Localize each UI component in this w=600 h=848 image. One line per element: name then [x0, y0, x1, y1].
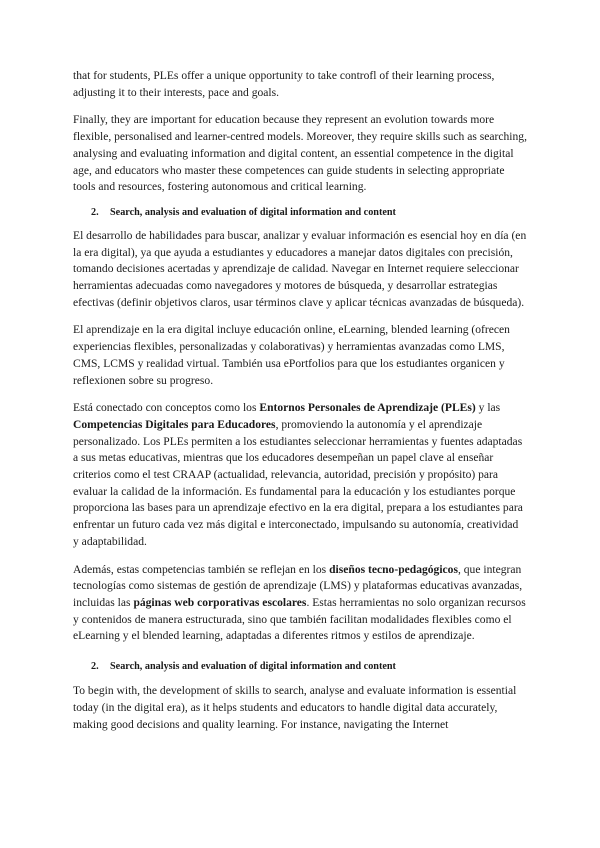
paragraph-desarrollo: El desarrollo de habilidades para buscar, analizar y evaluar información es esencial hoy en día (en la era digital), ya que ayuda a estudiantes y educadores a manejar datos digitales con precisión, tomando decisiones acertadas y aprendizaje de calidad. Navegar en Internet requiere seleccionar herramientas adecuadas como navegadores y motores de búsqueda, y desarrollar estrategias efectivas (definir objetivos claros, usar términos clave y aplicar técnicas avanzadas de búsqueda). — [73, 229, 527, 309]
bold-term-competencias: Competencias Digitales para Educadores — [73, 418, 276, 431]
paragraph-finally: Finally, they are important for education because they represent an evolution towards more flexible, personalised and learner-centred models. Moreover, they require skills such as searching, analysing and evaluating information and digital content, an essential competence in the digital age, and educators who master these competences can guide students in selecting appropriate tools and resources, fostering autonomous and critical learning. — [73, 114, 527, 194]
section-heading-spanish — [73, 205, 527, 221]
bold-term-paginas-web: páginas web corporativas escolares — [133, 596, 307, 609]
paragraph-to-begin: To begin with, the development of skills to search, analyse and evaluate information is essential today (in the digital era), as it helps students and educators to handle digital data accurately, making good decisions and quality learning. For instance, navigating the Internet — [73, 685, 517, 731]
paragraph-ples-students: that for students, PLEs offer a unique opportunity to take controfl of their learning process, adjusting it to their interests, pace and goals. — [73, 70, 495, 99]
section-title: Search, analysis and evaluation of digital information and content — [110, 661, 396, 673]
section-number: 2. — [91, 206, 99, 218]
bold-term-disenos: diseños tecno-pedagógicos — [329, 563, 458, 576]
paragraph-ademas: Además, estas competencias también se reflejan en los diseños tecno-pedagógicos, que integran tecnologías como sistemas de gestión de aprendizaje (LMS) y plataformas educativas avanzadas, incluidas las páginas web corporativas escolares. Estas herramientas no solo organizan recursos y contenidos de manera estructurada, sino que también facilitan modalidades flexibles como el eLearning y el blended learning, adaptadas a diferentes ritmos y estilos de aprendizaje. — [73, 563, 526, 643]
section-title: Search, analysis and evaluation of digital information and content — [110, 206, 396, 218]
section-heading-english — [73, 659, 527, 675]
bold-term-ples: Entornos Personales de Aprendizaje (PLEs) — [259, 402, 476, 415]
paragraph-aprendizaje: El aprendizaje en la era digital incluye educación online, eLearning, blended learning (ofrecen experiencias flexibles, personalizadas y colaborativas) y herramientas avanzadas como LMS, CMS, LCMS y realidad virtual. También usa ePortfolios para que los estudiantes organicen y reflexionen sobre su progreso. — [73, 324, 510, 387]
section-number: 2. — [91, 661, 99, 673]
paragraph-conectado: Está conectado con conceptos como los Entornos Personales de Aprendizaje (PLEs) y las Competencias Digitales para Educadores, promoviendo la autonomía y el aprendizaje personalizado. Los PLEs permiten a los estudiantes seleccionar herramientas y fuentes adaptadas a sus metas educativas, mientras que los educadores desempeñan un papel clave al enseñar criterios como el test CRAAP (actualidad, relevancia, autoridad, precisión y propósito) para evaluar la calidad de la información. Es fundamental para la educación y los estudiantes porque proporciona las bases para un aprendizaje efectivo en la era digital, prepara a los estudiantes para enfrentar un futuro cada vez más digital e interconectado, impulsando su autonomía, creatividad y adaptabilidad. — [73, 402, 523, 548]
